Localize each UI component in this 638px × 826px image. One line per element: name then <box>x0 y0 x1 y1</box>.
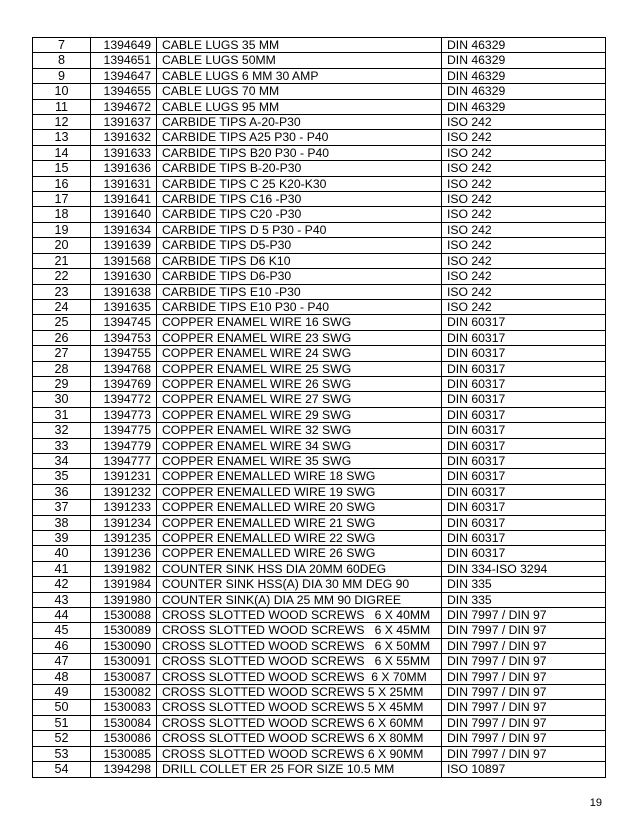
row-number: 32 <box>33 423 91 438</box>
row-number: 40 <box>33 546 91 561</box>
item-description: CROSS SLOTTED WOOD SCREWS 6 X 90MM <box>157 746 442 761</box>
table-row <box>33 84 606 99</box>
table-row <box>33 685 606 700</box>
table-row <box>33 53 606 68</box>
row-number: 35 <box>33 469 91 484</box>
item-standard: DIN 60317 <box>442 346 606 361</box>
item-description: CARBIDE TIPS C 25 K20-K30 <box>157 176 442 191</box>
table-row <box>33 623 606 638</box>
item-standard: DIN 46329 <box>442 84 606 99</box>
item-description: CROSS SLOTTED WOOD SCREWS 6 X 55MM <box>157 654 442 669</box>
item-code: 1394768 <box>91 361 157 376</box>
item-description: CROSS SLOTTED WOOD SCREWS 6 X 80MM <box>157 731 442 746</box>
table-row <box>33 577 606 592</box>
item-standard: ISO 242 <box>442 207 606 222</box>
item-standard: DIN 7997 / DIN 97 <box>442 654 606 669</box>
item-standard: ISO 242 <box>442 176 606 191</box>
item-standard: DIN 46329 <box>442 38 606 53</box>
item-description: CARBIDE TIPS A-20-P30 <box>157 115 442 130</box>
item-code: 1394298 <box>91 762 157 777</box>
table-row <box>33 608 606 623</box>
table-row <box>33 669 606 684</box>
row-number: 11 <box>33 99 91 114</box>
table-row <box>33 515 606 530</box>
table-row <box>33 376 606 391</box>
item-description: COPPER ENAMEL WIRE 34 SWG <box>157 438 442 453</box>
item-description: CROSS SLOTTED WOOD SCREWS 6 X 60MM <box>157 715 442 730</box>
item-code: 1394651 <box>91 53 157 68</box>
item-standard: ISO 242 <box>442 130 606 145</box>
table-row <box>33 715 606 730</box>
table-row <box>33 330 606 345</box>
item-code: 1391640 <box>91 207 157 222</box>
table-row <box>33 561 606 576</box>
item-description: CARBIDE TIPS B-20-P30 <box>157 161 442 176</box>
row-number: 8 <box>33 53 91 68</box>
table-row <box>33 700 606 715</box>
row-number: 25 <box>33 315 91 330</box>
item-description: COPPER ENEMALLED WIRE 22 SWG <box>157 531 442 546</box>
item-code: 1530091 <box>91 654 157 669</box>
items-table-body <box>33 38 606 778</box>
item-standard: ISO 242 <box>442 192 606 207</box>
item-code: 1391235 <box>91 531 157 546</box>
table-row <box>33 238 606 253</box>
table-row <box>33 546 606 561</box>
row-number: 17 <box>33 192 91 207</box>
item-code: 1394779 <box>91 438 157 453</box>
item-standard: DIN 335 <box>442 592 606 607</box>
row-number: 29 <box>33 376 91 391</box>
row-number: 39 <box>33 531 91 546</box>
item-standard: ISO 10897 <box>442 762 606 777</box>
item-description: CABLE LUGS 50MM <box>157 53 442 68</box>
table-row <box>33 638 606 653</box>
row-number: 31 <box>33 407 91 422</box>
row-number: 34 <box>33 453 91 468</box>
table-row <box>33 423 606 438</box>
item-code: 1394755 <box>91 346 157 361</box>
item-description: COPPER ENEMALLED WIRE 19 SWG <box>157 484 442 499</box>
item-code: 1530089 <box>91 623 157 638</box>
row-number: 45 <box>33 623 91 638</box>
row-number: 46 <box>33 638 91 653</box>
item-code: 1391636 <box>91 161 157 176</box>
item-standard: DIN 60317 <box>442 361 606 376</box>
row-number: 30 <box>33 392 91 407</box>
item-description: CROSS SLOTTED WOOD SCREWS 5 X 45MM <box>157 700 442 715</box>
item-description: COPPER ENAMEL WIRE 23 SWG <box>157 330 442 345</box>
item-standard: DIN 7997 / DIN 97 <box>442 715 606 730</box>
row-number: 22 <box>33 269 91 284</box>
item-description: CROSS SLOTTED WOOD SCREWS 6 X 70MM <box>157 669 442 684</box>
item-code: 1391638 <box>91 284 157 299</box>
item-code: 1391984 <box>91 577 157 592</box>
row-number: 33 <box>33 438 91 453</box>
item-code: 1391641 <box>91 192 157 207</box>
item-standard: DIN 7997 / DIN 97 <box>442 638 606 653</box>
item-code: 1391982 <box>91 561 157 576</box>
table-row <box>33 207 606 222</box>
item-standard: ISO 242 <box>442 269 606 284</box>
item-code: 1394647 <box>91 68 157 83</box>
item-description: COPPER ENAMEL WIRE 25 SWG <box>157 361 442 376</box>
item-standard: DIN 60317 <box>442 330 606 345</box>
item-standard: DIN 60317 <box>442 392 606 407</box>
item-standard: DIN 60317 <box>442 376 606 391</box>
item-standard: DIN 60317 <box>442 484 606 499</box>
item-standard: DIN 7997 / DIN 97 <box>442 700 606 715</box>
item-description: COPPER ENAMEL WIRE 32 SWG <box>157 423 442 438</box>
item-code: 1394753 <box>91 330 157 345</box>
item-description: COUNTER SINK(A) DIA 25 MM 90 DIGREE <box>157 592 442 607</box>
item-description: COPPER ENAMEL WIRE 16 SWG <box>157 315 442 330</box>
item-code: 1394745 <box>91 315 157 330</box>
table-row <box>33 115 606 130</box>
row-number: 12 <box>33 115 91 130</box>
row-number: 42 <box>33 577 91 592</box>
item-standard: DIN 7997 / DIN 97 <box>442 608 606 623</box>
table-row <box>33 130 606 145</box>
item-code: 1530084 <box>91 715 157 730</box>
item-standard: ISO 242 <box>442 299 606 314</box>
row-number: 38 <box>33 515 91 530</box>
item-standard: DIN 60317 <box>442 423 606 438</box>
table-row <box>33 592 606 607</box>
item-standard: DIN 7997 / DIN 97 <box>442 685 606 700</box>
row-number: 21 <box>33 253 91 268</box>
item-description: COPPER ENEMALLED WIRE 26 SWG <box>157 546 442 561</box>
table-row <box>33 161 606 176</box>
item-description: CROSS SLOTTED WOOD SCREWS 6 X 45MM <box>157 623 442 638</box>
item-code: 1394672 <box>91 99 157 114</box>
item-standard: DIN 7997 / DIN 97 <box>442 669 606 684</box>
item-code: 1391568 <box>91 253 157 268</box>
row-number: 54 <box>33 762 91 777</box>
item-standard: ISO 242 <box>442 253 606 268</box>
item-standard: DIN 7997 / DIN 97 <box>442 746 606 761</box>
item-description: CARBIDE TIPS C20 -P30 <box>157 207 442 222</box>
item-description: CARBIDE TIPS B20 P30 - P40 <box>157 145 442 160</box>
row-number: 24 <box>33 299 91 314</box>
item-description: COPPER ENAMEL WIRE 24 SWG <box>157 346 442 361</box>
item-code: 1394769 <box>91 376 157 391</box>
item-code: 1394655 <box>91 84 157 99</box>
row-number: 28 <box>33 361 91 376</box>
table-row <box>33 253 606 268</box>
item-standard: ISO 242 <box>442 238 606 253</box>
item-description: COPPER ENAMEL WIRE 29 SWG <box>157 407 442 422</box>
row-number: 14 <box>33 145 91 160</box>
item-standard: DIN 335 <box>442 577 606 592</box>
item-description: COPPER ENAMEL WIRE 27 SWG <box>157 392 442 407</box>
item-code: 1530087 <box>91 669 157 684</box>
row-number: 19 <box>33 222 91 237</box>
item-standard: ISO 242 <box>442 161 606 176</box>
item-description: COPPER ENEMALLED WIRE 18 SWG <box>157 469 442 484</box>
item-code: 1391634 <box>91 222 157 237</box>
item-standard: DIN 60317 <box>442 315 606 330</box>
table-row <box>33 145 606 160</box>
row-number: 51 <box>33 715 91 730</box>
row-number: 43 <box>33 592 91 607</box>
row-number: 7 <box>33 38 91 53</box>
items-table <box>32 37 606 778</box>
item-description: CROSS SLOTTED WOOD SCREWS 5 X 25MM <box>157 685 442 700</box>
table-row <box>33 484 606 499</box>
item-standard: DIN 60317 <box>442 515 606 530</box>
item-description: CARBIDE TIPS E10 P30 - P40 <box>157 299 442 314</box>
item-code: 1391980 <box>91 592 157 607</box>
table-row <box>33 531 606 546</box>
table-row <box>33 361 606 376</box>
row-number: 18 <box>33 207 91 222</box>
table-row <box>33 453 606 468</box>
item-description: CABLE LUGS 95 MM <box>157 99 442 114</box>
row-number: 9 <box>33 68 91 83</box>
item-standard: DIN 46329 <box>442 53 606 68</box>
table-row <box>33 438 606 453</box>
item-description: CROSS SLOTTED WOOD SCREWS 6 X 40MM <box>157 608 442 623</box>
row-number: 20 <box>33 238 91 253</box>
item-description: COPPER ENAMEL WIRE 26 SWG <box>157 376 442 391</box>
item-code: 1391632 <box>91 130 157 145</box>
table-row <box>33 222 606 237</box>
table-row <box>33 407 606 422</box>
table-row <box>33 762 606 777</box>
row-number: 13 <box>33 130 91 145</box>
item-code: 1530082 <box>91 685 157 700</box>
item-code: 1530083 <box>91 700 157 715</box>
row-number: 10 <box>33 84 91 99</box>
item-code: 1530085 <box>91 746 157 761</box>
item-description: CARBIDE TIPS A25 P30 - P40 <box>157 130 442 145</box>
item-standard: DIN 60317 <box>442 469 606 484</box>
item-description: COUNTER SINK HSS(A) DIA 30 MM DEG 90 <box>157 577 442 592</box>
item-description: COUNTER SINK HSS DIA 20MM 60DEG <box>157 561 442 576</box>
table-row <box>33 192 606 207</box>
item-code: 1391631 <box>91 176 157 191</box>
item-standard: DIN 60317 <box>442 407 606 422</box>
item-standard: DIN 60317 <box>442 438 606 453</box>
row-number: 41 <box>33 561 91 576</box>
table-row <box>33 469 606 484</box>
item-description: DRILL COLLET ER 25 FOR SIZE 10.5 MM <box>157 762 442 777</box>
item-description: CARBIDE TIPS D 5 P30 - P40 <box>157 222 442 237</box>
table-row <box>33 176 606 191</box>
item-standard: DIN 60317 <box>442 546 606 561</box>
item-description: CABLE LUGS 35 MM <box>157 38 442 53</box>
table-row <box>33 731 606 746</box>
table-row <box>33 500 606 515</box>
item-code: 1530088 <box>91 608 157 623</box>
row-number: 36 <box>33 484 91 499</box>
table-row <box>33 392 606 407</box>
item-code: 1391630 <box>91 269 157 284</box>
table-row <box>33 299 606 314</box>
item-code: 1391233 <box>91 500 157 515</box>
row-number: 53 <box>33 746 91 761</box>
item-description: CROSS SLOTTED WOOD SCREWS 6 X 50MM <box>157 638 442 653</box>
row-number: 44 <box>33 608 91 623</box>
item-description: CABLE LUGS 6 MM 30 AMP <box>157 68 442 83</box>
table-row <box>33 269 606 284</box>
row-number: 15 <box>33 161 91 176</box>
item-description: CARBIDE TIPS D6-P30 <box>157 269 442 284</box>
row-number: 27 <box>33 346 91 361</box>
item-description: COPPER ENEMALLED WIRE 20 SWG <box>157 500 442 515</box>
row-number: 48 <box>33 669 91 684</box>
row-number: 26 <box>33 330 91 345</box>
page-number: 19 <box>589 797 602 809</box>
item-standard: ISO 242 <box>442 145 606 160</box>
item-code: 1394649 <box>91 38 157 53</box>
row-number: 52 <box>33 731 91 746</box>
table-row <box>33 38 606 53</box>
item-code: 1394772 <box>91 392 157 407</box>
item-standard: DIN 7997 / DIN 97 <box>442 731 606 746</box>
item-standard: DIN 46329 <box>442 68 606 83</box>
table-row <box>33 746 606 761</box>
item-code: 1391635 <box>91 299 157 314</box>
row-number: 49 <box>33 685 91 700</box>
item-code: 1394773 <box>91 407 157 422</box>
table-row <box>33 68 606 83</box>
row-number: 47 <box>33 654 91 669</box>
item-description: CARBIDE TIPS C16 -P30 <box>157 192 442 207</box>
item-code: 1530086 <box>91 731 157 746</box>
item-code: 1391232 <box>91 484 157 499</box>
table-row <box>33 346 606 361</box>
item-standard: DIN 60317 <box>442 531 606 546</box>
item-description: CARBIDE TIPS D5-P30 <box>157 238 442 253</box>
item-code: 1391639 <box>91 238 157 253</box>
table-row <box>33 284 606 299</box>
item-code: 1391633 <box>91 145 157 160</box>
item-standard: DIN 7997 / DIN 97 <box>442 623 606 638</box>
item-standard: DIN 60317 <box>442 500 606 515</box>
table-row <box>33 654 606 669</box>
item-standard: DIN 46329 <box>442 99 606 114</box>
item-standard: ISO 242 <box>442 222 606 237</box>
row-number: 16 <box>33 176 91 191</box>
item-standard: DIN 60317 <box>442 453 606 468</box>
item-code: 1391637 <box>91 115 157 130</box>
item-code: 1391236 <box>91 546 157 561</box>
item-description: COPPER ENEMALLED WIRE 21 SWG <box>157 515 442 530</box>
item-description: COPPER ENAMEL WIRE 35 SWG <box>157 453 442 468</box>
item-standard: ISO 242 <box>442 284 606 299</box>
item-code: 1391231 <box>91 469 157 484</box>
item-code: 1394775 <box>91 423 157 438</box>
item-code: 1391234 <box>91 515 157 530</box>
item-code: 1530090 <box>91 638 157 653</box>
item-description: CARBIDE TIPS D6 K10 <box>157 253 442 268</box>
table-row <box>33 99 606 114</box>
row-number: 23 <box>33 284 91 299</box>
row-number: 50 <box>33 700 91 715</box>
row-number: 37 <box>33 500 91 515</box>
item-code: 1394777 <box>91 453 157 468</box>
item-standard: DIN 334-ISO 3294 <box>442 561 606 576</box>
item-description: CARBIDE TIPS E10 -P30 <box>157 284 442 299</box>
item-standard: ISO 242 <box>442 115 606 130</box>
table-row <box>33 315 606 330</box>
item-description: CABLE LUGS 70 MM <box>157 84 442 99</box>
